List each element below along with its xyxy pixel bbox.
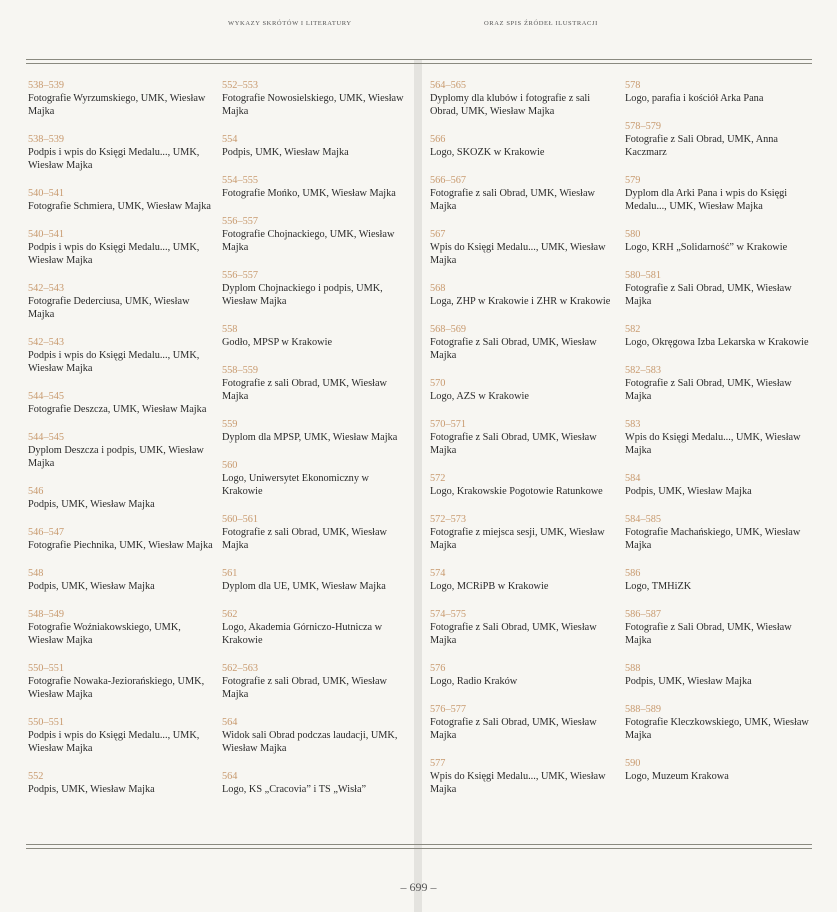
entry-pages: 556–557 — [222, 270, 259, 281]
entry-caption: Fotografie z Sali Obrad, UMK, Wiesław Majka — [430, 337, 597, 361]
running-header-left: WYKAZY SKRÓTÓW I LITERATURY — [228, 20, 352, 27]
entry-pages: 588–589 — [625, 704, 662, 715]
list-item — [28, 79, 213, 118]
list-item — [28, 770, 213, 796]
entry-caption: Fotografie z Sali Obrad, UMK, Anna Kaczmarz — [625, 134, 778, 158]
list-item — [28, 485, 213, 511]
list-item — [222, 608, 407, 647]
list-item — [430, 703, 615, 742]
entry-caption: Logo, Muzeum Krakowa — [625, 771, 729, 782]
list-item — [625, 174, 810, 213]
entry-caption: Fotografie z miejsca sesji, UMK, Wiesław Majka — [430, 527, 605, 551]
entry-pages: 572 — [430, 473, 446, 484]
entry-caption: Fotografie z Sali Obrad, UMK, Wiesław Majka — [625, 378, 792, 402]
column-1 — [28, 79, 213, 811]
list-item — [28, 282, 213, 321]
entry-pages: 540–541 — [28, 188, 65, 199]
list-item — [28, 716, 213, 755]
entry-caption: Logo, Krakowskie Pogotowie Ratunkowe — [430, 486, 603, 497]
entry-pages: 570 — [430, 378, 446, 389]
entry-caption: Fotografie z Sali Obrad, UMK, Wiesław Majka — [430, 622, 597, 646]
entry-pages: 564–565 — [430, 80, 467, 91]
entry-caption: Fotografie Nowaka-Jeziorańskiego, UMK, Wiesław Majka — [28, 676, 205, 700]
entry-pages: 546 — [28, 486, 44, 497]
list-item — [222, 269, 407, 308]
list-item — [625, 472, 810, 498]
entry-pages: 564 — [222, 717, 238, 728]
list-item — [430, 282, 615, 308]
list-item — [625, 269, 810, 308]
list-item — [28, 431, 213, 470]
entry-pages: 558–559 — [222, 365, 259, 376]
entry-caption: Dyplom Chojnackiego i podpis, UMK, Wiesław Majka — [222, 283, 383, 307]
list-item — [28, 526, 213, 552]
top-rule-inner — [26, 63, 812, 64]
entry-pages: 544–545 — [28, 391, 65, 402]
entry-pages: 540–541 — [28, 229, 65, 240]
entry-pages: 542–543 — [28, 283, 65, 294]
list-item — [625, 228, 810, 254]
list-item — [28, 662, 213, 701]
entry-caption: Fotografie Woźniakowskiego, UMK, Wiesław Majka — [28, 622, 181, 646]
entry-caption: Logo, SKOZK w Krakowie — [430, 147, 545, 158]
list-item — [430, 608, 615, 647]
entry-pages: 552–553 — [222, 80, 259, 91]
entry-caption: Podpis i wpis do Księgi Medalu..., UMK, Wiesław Majka — [28, 147, 200, 171]
column-2 — [222, 79, 407, 811]
entry-pages: 586–587 — [625, 609, 662, 620]
list-item — [430, 79, 615, 118]
entry-caption: Dyplom Deszcza i podpis, UMK, Wiesław Majka — [28, 445, 204, 469]
list-item — [625, 79, 810, 105]
entry-caption: Podpis, UMK, Wiesław Majka — [28, 784, 155, 795]
entry-pages: 579 — [625, 175, 641, 186]
entry-pages: 550–551 — [28, 717, 65, 728]
entry-caption: Fotografie z sali Obrad, UMK, Wiesław Majka — [222, 378, 387, 402]
entry-caption: Logo, parafia i kościół Arka Pana — [625, 93, 764, 104]
entry-caption: Fotografie Schmiera, UMK, Wiesław Majka — [28, 201, 211, 212]
list-item — [625, 323, 810, 349]
entry-pages: 550–551 — [28, 663, 65, 674]
entry-caption: Fotografie z sali Obrad, UMK, Wiesław Majka — [430, 188, 595, 212]
list-item — [430, 472, 615, 498]
entry-caption: Podpis, UMK, Wiesław Majka — [625, 676, 752, 687]
entry-pages: 584–585 — [625, 514, 662, 525]
entry-caption: Fotografie z sali Obrad, UMK, Wiesław Majka — [222, 527, 387, 551]
list-item — [625, 513, 810, 552]
page-gutter — [414, 60, 422, 912]
entry-pages: 588 — [625, 663, 641, 674]
list-item — [430, 228, 615, 267]
entry-pages: 568 — [430, 283, 446, 294]
entry-pages: 583 — [625, 419, 641, 430]
entry-pages: 576 — [430, 663, 446, 674]
list-item — [222, 174, 407, 200]
entry-caption: Fotografie Piechnika, UMK, Wiesław Majka — [28, 540, 213, 551]
entry-pages: 548 — [28, 568, 44, 579]
entry-caption: Fotografie Machańskiego, UMK, Wiesław Majka — [625, 527, 801, 551]
entry-caption: Godło, MPSP w Krakowie — [222, 337, 333, 348]
entry-caption: Dyplomy dla klubów i fotografie z sali Obrad, UMK, Wiesław Majka — [430, 93, 591, 117]
entry-caption: Fotografie z Sali Obrad, UMK, Wiesław Majka — [430, 717, 597, 741]
list-item — [625, 120, 810, 159]
list-item — [625, 757, 810, 783]
entry-caption: Fotografie z sali Obrad, UMK, Wiesław Majka — [222, 676, 387, 700]
entry-caption: Logo, MCRiPB w Krakowie — [430, 581, 549, 592]
entry-caption: Podpis i wpis do Księgi Medalu..., UMK, Wiesław Majka — [28, 730, 200, 754]
entry-pages: 578 — [625, 80, 641, 91]
entry-caption: Dyplom dla MPSP, UMK, Wiesław Majka — [222, 432, 398, 443]
list-item — [28, 390, 213, 416]
entry-pages: 566–567 — [430, 175, 467, 186]
entry-pages: 578–579 — [625, 121, 662, 132]
bottom-rule-inner — [26, 848, 812, 849]
entry-caption: Fotografie Wyrzumskiego, UMK, Wiesław Majka — [28, 93, 206, 117]
column-4 — [625, 79, 810, 798]
list-item — [222, 662, 407, 701]
entry-pages: 561 — [222, 568, 238, 579]
list-item — [430, 323, 615, 362]
list-item — [222, 323, 407, 349]
running-header-right: ORAZ SPIS ŹRÓDEŁ ILUSTRACJI — [484, 20, 598, 27]
list-item — [28, 228, 213, 267]
entry-caption: Fotografie z Sali Obrad, UMK, Wiesław Majka — [625, 283, 792, 307]
list-item — [222, 215, 407, 254]
entry-caption: Wpis do Księgi Medalu..., UMK, Wiesław Majka — [430, 771, 606, 795]
list-item — [28, 133, 213, 172]
entry-pages: 552 — [28, 771, 44, 782]
entry-caption: Podpis i wpis do Księgi Medalu..., UMK, Wiesław Majka — [28, 242, 200, 266]
entry-pages: 574 — [430, 568, 446, 579]
list-item — [625, 364, 810, 403]
list-item — [430, 377, 615, 403]
list-item — [430, 757, 615, 796]
entry-pages: 566 — [430, 134, 446, 145]
entry-pages: 577 — [430, 758, 446, 769]
list-item — [222, 364, 407, 403]
entry-pages: 576–577 — [430, 704, 467, 715]
list-item — [430, 133, 615, 159]
list-item — [222, 79, 407, 118]
entry-caption: Logo, Uniwersytet Ekonomiczny w Krakowie — [222, 473, 369, 497]
entry-pages: 538–539 — [28, 80, 65, 91]
list-item — [430, 513, 615, 552]
entry-pages: 584 — [625, 473, 641, 484]
entry-caption: Podpis, UMK, Wiesław Majka — [222, 147, 349, 158]
entry-pages: 542–543 — [28, 337, 65, 348]
entry-caption: Logo, KS „Cracovia” i TS „Wisła” — [222, 784, 367, 795]
entry-caption: Loga, ZHP w Krakowie i ZHR w Krakowie — [430, 296, 611, 307]
list-item — [222, 133, 407, 159]
list-item — [222, 716, 407, 755]
entry-caption: Fotografie z Sali Obrad, UMK, Wiesław Majka — [625, 622, 792, 646]
entry-pages: 548–549 — [28, 609, 65, 620]
entry-pages: 538–539 — [28, 134, 65, 145]
entry-pages: 544–545 — [28, 432, 65, 443]
entry-pages: 567 — [430, 229, 446, 240]
entry-pages: 586 — [625, 568, 641, 579]
entry-caption: Widok sali Obrad podczas laudacji, UMK, Wiesław Majka — [222, 730, 398, 754]
list-item — [28, 336, 213, 375]
list-item — [430, 174, 615, 213]
entry-caption: Logo, KRH „Solidarność” w Krakowie — [625, 242, 788, 253]
entry-caption: Fotografie Mońko, UMK, Wiesław Majka — [222, 188, 396, 199]
list-item — [28, 608, 213, 647]
list-item — [625, 662, 810, 688]
list-item — [430, 662, 615, 688]
entry-caption: Podpis, UMK, Wiesław Majka — [28, 499, 155, 510]
entry-pages: 559 — [222, 419, 238, 430]
entry-pages: 570–571 — [430, 419, 467, 430]
page-number: – 699 – — [400, 880, 437, 894]
entry-caption: Wpis do Księgi Medalu..., UMK, Wiesław Majka — [625, 432, 801, 456]
entry-caption: Fotografie Dederciusa, UMK, Wiesław Majka — [28, 296, 190, 320]
entry-pages: 580–581 — [625, 270, 662, 281]
entry-caption: Dyplom dla Arki Pana i wpis do Księgi Medalu..., UMK, Wiesław Majka — [625, 188, 788, 212]
entry-caption: Podpis i wpis do Księgi Medalu..., UMK, Wiesław Majka — [28, 350, 200, 374]
entry-caption: Dyplom dla UE, UMK, Wiesław Majka — [222, 581, 386, 592]
entry-pages: 562–563 — [222, 663, 259, 674]
entry-pages: 560 — [222, 460, 238, 471]
entry-caption: Fotografie Deszcza, UMK, Wiesław Majka — [28, 404, 207, 415]
entry-pages: 572–573 — [430, 514, 467, 525]
entry-pages: 564 — [222, 771, 238, 782]
list-item — [222, 459, 407, 498]
entry-pages: 562 — [222, 609, 238, 620]
list-item — [625, 608, 810, 647]
bottom-rule — [26, 844, 812, 845]
entry-pages: 574–575 — [430, 609, 467, 620]
list-item — [430, 418, 615, 457]
entry-pages: 580 — [625, 229, 641, 240]
list-item — [625, 567, 810, 593]
entry-caption: Logo, Radio Kraków — [430, 676, 518, 687]
entry-pages: 568–569 — [430, 324, 467, 335]
list-item — [222, 418, 407, 444]
entry-caption: Fotografie Kleczkowskiego, UMK, Wiesław Majka — [625, 717, 809, 741]
entry-caption: Podpis, UMK, Wiesław Majka — [28, 581, 155, 592]
entry-caption: Logo, Okręgowa Izba Lekarska w Krakowie — [625, 337, 809, 348]
list-item — [222, 513, 407, 552]
list-item — [222, 770, 407, 796]
list-item — [28, 187, 213, 213]
entry-pages: 582 — [625, 324, 641, 335]
list-item — [625, 418, 810, 457]
column-3 — [430, 79, 615, 811]
entry-caption: Wpis do Księgi Medalu..., UMK, Wiesław Majka — [430, 242, 606, 266]
entry-pages: 554 — [222, 134, 238, 145]
list-item — [625, 703, 810, 742]
entry-caption: Logo, Akademia Górniczo-Hutnicza w Krakowie — [222, 622, 383, 646]
entry-pages: 554–555 — [222, 175, 259, 186]
entry-caption: Podpis, UMK, Wiesław Majka — [625, 486, 752, 497]
entry-pages: 590 — [625, 758, 641, 769]
entry-pages: 560–561 — [222, 514, 259, 525]
entry-caption: Fotografie Chojnackiego, UMK, Wiesław Majka — [222, 229, 395, 253]
entry-caption: Fotografie Nowosielskiego, UMK, Wiesław Majka — [222, 93, 404, 117]
entry-pages: 558 — [222, 324, 238, 335]
list-item — [430, 567, 615, 593]
entry-caption: Logo, TMHiZK — [625, 581, 692, 592]
entry-caption: Logo, AZS w Krakowie — [430, 391, 529, 402]
entry-caption: Fotografie z Sali Obrad, UMK, Wiesław Majka — [430, 432, 597, 456]
entry-pages: 546–547 — [28, 527, 65, 538]
list-item — [28, 567, 213, 593]
entry-pages: 582–583 — [625, 365, 662, 376]
list-item — [222, 567, 407, 593]
top-rule — [26, 59, 812, 60]
entry-pages: 556–557 — [222, 216, 259, 227]
